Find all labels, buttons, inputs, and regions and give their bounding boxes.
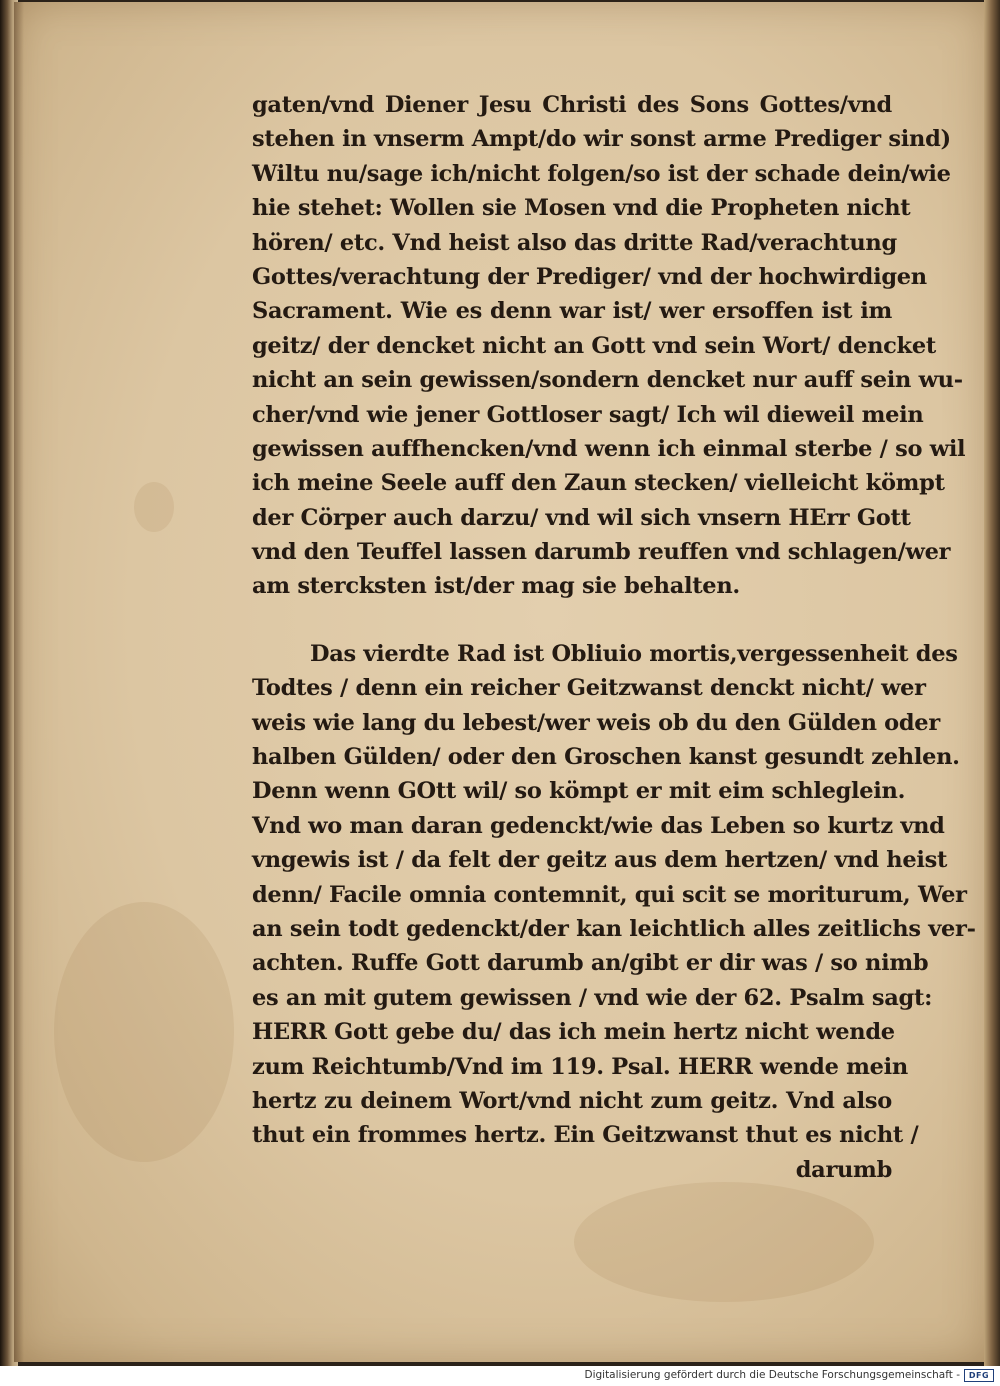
text-line: ich meine Seele auff den Zaun stecken/ vielleicht kömpt	[252, 470, 945, 497]
text-line: hie stehet: Wollen sie Mosen vnd die Propheten nicht	[252, 195, 911, 222]
paragraph-1	[252, 88, 966, 604]
text-line: gaten/vnd Diener Jesu Christi des Sons Gottes/vnd	[252, 92, 892, 118]
text-line: zum Reichtumb/Vnd im 119. Psal. HERR wende mein	[252, 1053, 908, 1080]
text-line: cher/vnd wie jener Gottloser sagt/ Ich wil dieweil mein	[252, 401, 924, 428]
page-text	[252, 88, 976, 1187]
text-line: Das vierdte Rad ist Obliuio mortis,vergessenheit des	[310, 640, 958, 667]
paragraph-2	[252, 637, 976, 1187]
text-line: nicht an sein gewissen/sondern dencket nur auff sein wu-	[252, 367, 963, 394]
paragraph-gap	[252, 604, 892, 637]
text-line: HERR Gott gebe du/ das ich mein hertz nicht wende	[252, 1019, 895, 1046]
text-line: Denn wenn GOtt wil/ so kömpt er mit eim schleglein.	[252, 778, 906, 805]
text-line: hören/ etc. Vnd heist also das dritte Rad/verachtung	[252, 229, 897, 256]
text-line: achten. Ruffe Gott darumb an/gibt er dir was / so nimb	[252, 950, 929, 977]
text-line: Vnd wo man daran gedenckt/wie das Leben so kurtz vnd	[252, 812, 945, 839]
text-line: vnd den Teuffel lassen darumb reuffen vnd schlagen/wer	[252, 539, 951, 566]
text-line: der Cörper auch darzu/ vnd wil sich vnsern HErr Gott	[252, 504, 911, 531]
text-line: Sacrament. Wie es denn war ist/ wer ersoffen ist im	[252, 298, 892, 325]
text-line: stehen in vnserm Ampt/do wir sonst arme Prediger sind)	[252, 126, 951, 153]
text-line: vngewis ist / da felt der geitz aus dem hertzen/ vnd heist	[252, 847, 948, 874]
text-line: denn/ Facile omnia contemnit, qui scit se moriturum, Wer	[252, 881, 967, 908]
funding-credit: Digitalisierung gefördert durch die Deutsche Forschungsgemeinschaft -	[584, 1369, 960, 1381]
text-line: halben Gülden/ oder den Groschen kanst gesundt zehlen.	[252, 744, 960, 771]
text-line: Gottes/verachtung der Prediger/ vnd der hochwirdigen	[252, 263, 927, 290]
text-line: gewissen auffhencken/vnd wenn ich einmal sterbe / so wil	[252, 435, 966, 462]
book-right-edge	[984, 0, 1000, 1366]
text-line: an sein todt gedenckt/der kan leichtlich alles zeitlichs ver-	[252, 915, 976, 942]
text-line: am stercksten ist/der mag sie behalten.	[252, 573, 740, 600]
text-line: Wiltu nu/sage ich/nicht folgen/so ist der schade dein/wie	[252, 160, 951, 187]
catchword: darumb	[795, 1156, 892, 1183]
paper-stain	[134, 482, 174, 532]
text-line: geitz/ der dencket nicht an Gott vnd sein Wort/ dencket	[252, 332, 936, 359]
text-line: Todtes / denn ein reicher Geitzwanst denckt nicht/ wer	[252, 675, 926, 702]
viewer-footer	[0, 1366, 1000, 1386]
page-gutter-shadow	[14, 2, 24, 1362]
paper-stain	[574, 1182, 874, 1302]
text-line: weis wie lang du lebest/wer weis ob du den Gülden oder	[252, 709, 940, 736]
text-line: hertz zu deinem Wort/vnd nicht zum geitz. Vnd also	[252, 1087, 892, 1114]
text-line: es an mit gutem gewissen / vnd wie der 62. Psalm sagt:	[252, 984, 933, 1011]
paper-stain	[54, 902, 234, 1162]
dfg-logo: DFG	[964, 1369, 994, 1382]
text-line: thut ein frommes hertz. Ein Geitzwanst thut es nicht /	[252, 1122, 919, 1149]
